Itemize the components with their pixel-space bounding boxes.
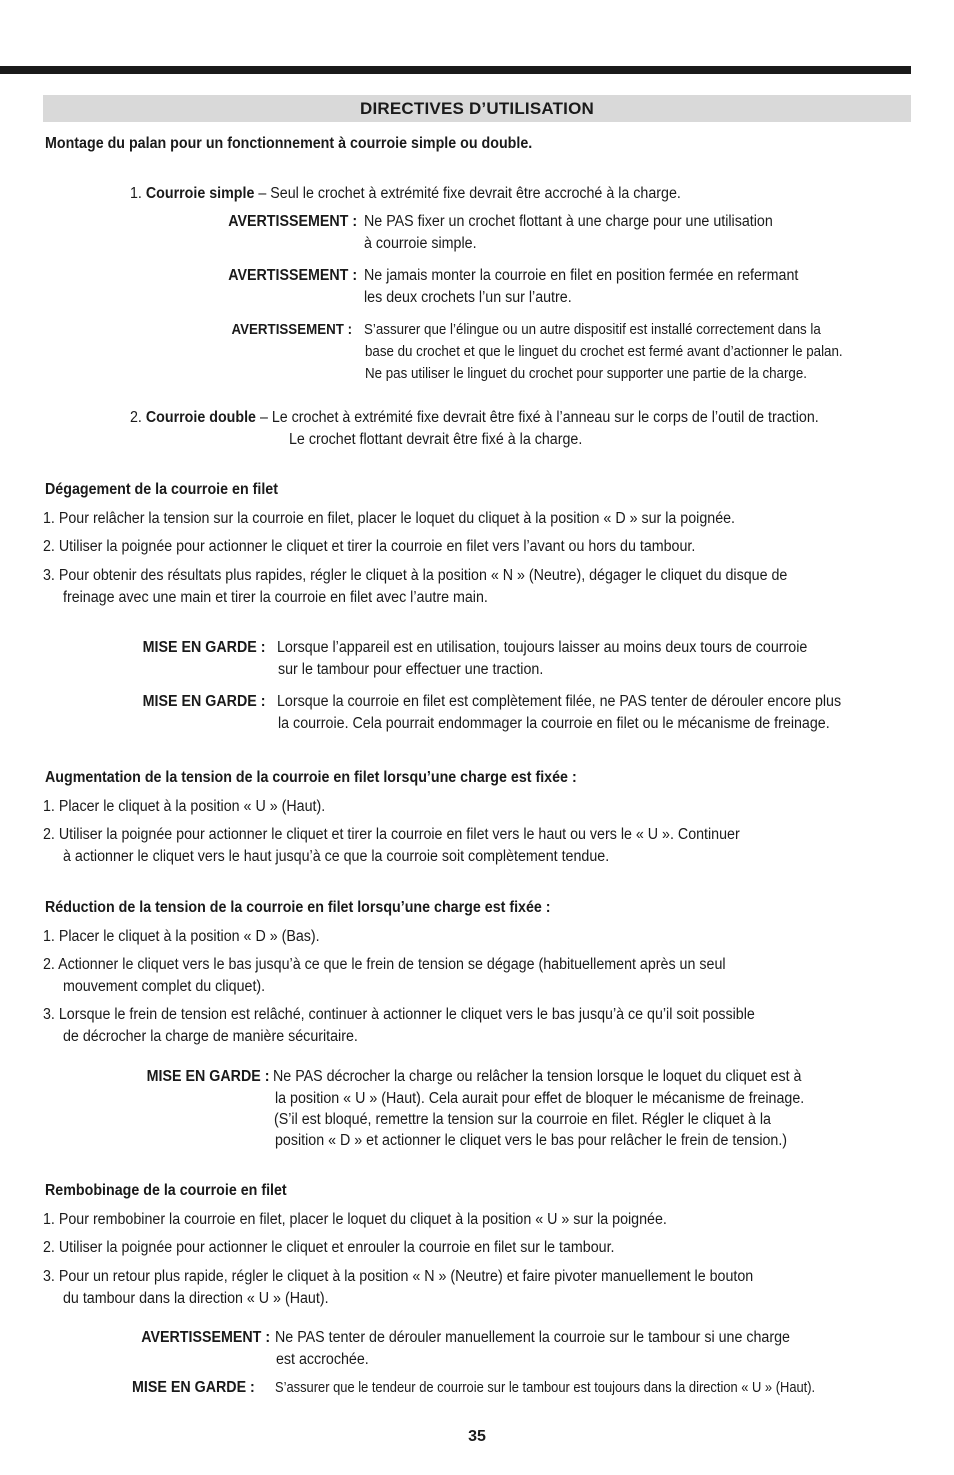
caution-text: (S’il est bloqué, remettre la tension sur la courroie en filet. Régler le cliquet à la bbox=[274, 1111, 771, 1128]
list-item: 2. Utiliser la poignée pour actionner le cliquet et tirer la courroie en filet vers le haut ou vers le « U ». Continuer bbox=[43, 826, 740, 843]
warning-text: Ne pas utiliser le linguet du crochet pour supporter une partie de la charge. bbox=[365, 366, 807, 382]
term-courroie-double: Courroie double bbox=[145, 409, 256, 426]
caution-label: MISE EN GARDE : bbox=[146, 1068, 269, 1085]
section-heading-augmentation: Augmentation de la tension de la courroie en filet lorsqu’une charge est fixée : bbox=[45, 769, 577, 786]
list-item: 1. Placer le cliquet à la position « U » (Haut). bbox=[43, 798, 326, 815]
caution-text: sur le tambour pour effectuer une traction. bbox=[278, 661, 544, 678]
caution-label: MISE EN GARDE : bbox=[142, 639, 265, 656]
list-item-continuation: freinage avec une main et tirer la courroie en filet avec l’autre main. bbox=[63, 589, 488, 606]
list-item: 1. Placer le cliquet à la position « D » (Bas). bbox=[43, 928, 320, 945]
list-item: 1. Pour relâcher la tension sur la courroie en filet, placer le loquet du cliquet à la position « D » sur la poignée. bbox=[43, 510, 736, 527]
caution-label: MISE EN GARDE : bbox=[142, 693, 265, 710]
warning-label: AVERTISSEMENT : bbox=[141, 1329, 270, 1346]
warning-text: Ne jamais monter la courroie en filet en position fermée en refermant bbox=[364, 267, 799, 284]
caution-text: la courroie. Cela pourrait endommager la courroie en filet ou le mécanisme de freinage. bbox=[278, 715, 830, 732]
page-title: DIRECTIVES D’UTILISATION bbox=[360, 98, 594, 118]
caution-text: Ne PAS décrocher la charge ou relâcher la tension lorsque le loquet du cliquet est à bbox=[273, 1068, 802, 1085]
section-heading-rembobinage: Rembobinage de la courroie en filet bbox=[45, 1182, 287, 1199]
list-item-continuation: à actionner le cliquet vers le haut jusqu’à ce que la courroie soit complètement tendue. bbox=[63, 848, 610, 865]
section-heading-degagement: Dégagement de la courroie en filet bbox=[45, 481, 278, 498]
caution-label: MISE EN GARDE : bbox=[132, 1379, 255, 1396]
page-number: 35 bbox=[468, 1428, 486, 1445]
term-courroie-simple: Courroie simple bbox=[145, 185, 255, 202]
caution-text: S’assurer que le tendeur de courroie sur le tambour est toujours dans la direction « U » (Haut). bbox=[275, 1380, 816, 1396]
item-courroie-simple: 1. Courroie simple – Seul le crochet à extrémité fixe devrait être accroché à la charge. bbox=[130, 185, 681, 202]
warning-text: les deux crochets l’un sur l’autre. bbox=[364, 289, 572, 306]
warning-label: AVERTISSEMENT : bbox=[231, 322, 352, 338]
list-item: 3. Lorsque le frein de tension est relâché, continuer à actionner le cliquet vers le bas jusqu’à ce qu’il soit possible bbox=[43, 1006, 755, 1023]
list-item: 2. Utiliser la poignée pour actionner le cliquet et tirer la courroie en filet vers l’avant ou hors du tambour. bbox=[43, 538, 696, 555]
warning-text: est accrochée. bbox=[276, 1351, 369, 1368]
top-rule bbox=[0, 66, 911, 74]
list-item: 3. Pour obtenir des résultats plus rapides, régler le cliquet à la position « N » (Neutre), dégager le cliquet du disque de bbox=[43, 567, 788, 584]
item-courroie-double: 2. Courroie double – Le crochet à extrémité fixe devrait être fixé à l’anneau sur le corps de l’outil de traction. bbox=[130, 409, 819, 426]
list-item: 2. Utiliser la poignée pour actionner le cliquet et enrouler la courroie en filet sur le tambour. bbox=[43, 1239, 615, 1256]
list-item-continuation: mouvement complet du cliquet). bbox=[63, 978, 266, 995]
caution-text: Lorsque l’appareil est en utilisation, toujours laisser au moins deux tours de courroie bbox=[277, 639, 808, 656]
item-courroie-double-line2: Le crochet flottant devrait être fixé à la charge. bbox=[289, 431, 583, 448]
warning-text: S’assurer que l’élingue ou un autre dispositif est installé correctement dans la bbox=[364, 322, 821, 338]
warning-text: Ne PAS fixer un crochet flottant à une charge pour une utilisation bbox=[364, 213, 773, 230]
warning-text: à courroie simple. bbox=[364, 235, 477, 252]
intro-heading: Montage du palan pour un fonctionnement à courroie simple ou double. bbox=[45, 135, 533, 152]
section-heading-reduction: Réduction de la tension de la courroie en filet lorsqu’une charge est fixée : bbox=[45, 899, 551, 916]
caution-text: position « D » et actionner le cliquet vers le bas pour relâcher le frein de tension.) bbox=[275, 1132, 788, 1149]
caution-text: Lorsque la courroie en filet est complètement filée, ne PAS tenter de dérouler encore plus bbox=[277, 693, 842, 710]
warning-label: AVERTISSEMENT : bbox=[228, 267, 357, 284]
warning-text: Ne PAS tenter de dérouler manuellement la courroie sur le tambour si une charge bbox=[275, 1329, 790, 1346]
list-item-continuation: du tambour dans la direction « U » (Haut). bbox=[63, 1290, 329, 1307]
list-item: 3. Pour un retour plus rapide, régler le cliquet à la position « N » (Neutre) et faire pivoter manuellement le bouton bbox=[43, 1268, 754, 1285]
section-header-band bbox=[43, 95, 911, 122]
list-item-continuation: de décrocher la charge de manière sécuritaire. bbox=[63, 1028, 358, 1045]
warning-text: base du crochet et que le linguet du crochet est fermé avant d’actionner le palan. bbox=[365, 344, 843, 360]
caution-text: la position « U » (Haut). Cela aurait pour effet de bloquer le mécanisme de freinage. bbox=[275, 1090, 805, 1107]
list-item: 2. Actionner le cliquet vers le bas jusqu’à ce que le frein de tension se dégage (habituellement après un seul bbox=[43, 956, 726, 973]
list-item: 1. Pour rembobiner la courroie en filet, placer le loquet du cliquet à la position « U » sur la poignée. bbox=[43, 1211, 667, 1228]
warning-label: AVERTISSEMENT : bbox=[228, 213, 357, 230]
